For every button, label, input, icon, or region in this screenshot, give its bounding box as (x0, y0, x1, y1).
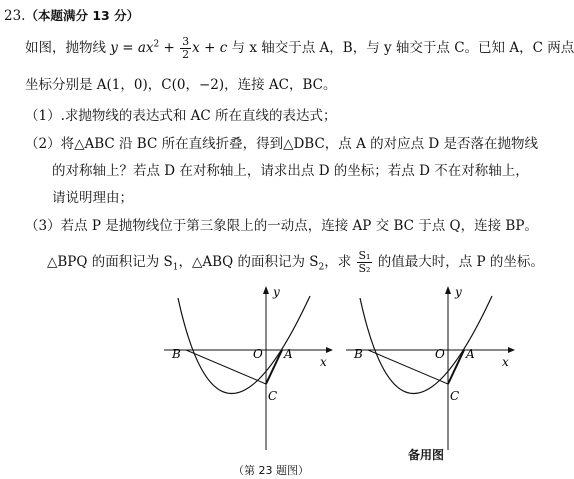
eq-y: y (110, 40, 118, 56)
label-b: B (172, 347, 181, 361)
q3-text-a: △BPQ 的面积记为 S (47, 254, 173, 270)
y-axis-arrow (263, 286, 269, 294)
question-3-line-1: （3）若点 P 是抛物线位于第三象限上的一动点，连接 AP 交 BC 于点 Q，连接 BP。 (25, 218, 538, 234)
segment-ac (266, 350, 282, 384)
parabola (178, 296, 310, 394)
eq-plus-2: + (199, 40, 220, 56)
eq-plus-1: + (159, 40, 180, 56)
intro-text-a: 如图，抛物线 (25, 40, 111, 56)
figure-spare (340, 282, 520, 452)
label-a: A (466, 347, 475, 361)
x-axis-arrow (326, 347, 333, 353)
eq-c: c (219, 40, 228, 56)
label-o: O (435, 347, 445, 361)
label-b: B (354, 347, 363, 361)
spare-figure-label: 备用图 (408, 448, 445, 462)
question-3-line-2 (47, 250, 544, 275)
q3-text-d: 的值最大时，点 P 的坐标。 (373, 254, 544, 270)
eq-x: x (192, 40, 200, 56)
question-2-line-3: 请说明理由； (52, 190, 133, 206)
label-o: O (253, 347, 263, 361)
question-2-line-2: 的对称轴上？若点 D 在对称轴上，请求出点 D 的坐标；若点 D 不在对称轴上， (52, 163, 529, 179)
eq-exponent: 2 (153, 39, 160, 50)
label-y: y (273, 285, 280, 299)
label-y: y (455, 285, 462, 299)
question-header (4, 6, 139, 24)
q3-sub-2: 2 (318, 262, 325, 273)
eq-frac-num: 3 (182, 35, 190, 48)
q3-fraction (357, 250, 373, 275)
intro-line-2: 坐标分别是 A(1，0)，C(0，−2)，连接 AC，BC。 (25, 77, 337, 93)
question-number: 23. (4, 8, 26, 24)
eq-fraction (180, 36, 191, 61)
x-axis-arrow (508, 347, 515, 353)
parabola (360, 296, 492, 394)
eq-equals: = (117, 40, 138, 56)
eq-ax: ax (137, 40, 154, 56)
figure-caption: （第 23 题图） (233, 464, 309, 477)
label-c: C (450, 389, 460, 403)
intro-line-1 (25, 36, 574, 61)
question-1: （1）.求抛物线的表达式和 AC 所在直线的表达式； (25, 108, 337, 124)
intro-text-b: 与 x 轴交于点 A，B，与 y 轴交于点 C。已知 A，C 两点 (227, 40, 574, 56)
q3-text-b: ，△ABQ 的面积记为 S (178, 254, 319, 270)
q3-frac-num: S₁ (358, 249, 371, 262)
y-axis-arrow (445, 286, 451, 294)
label-a: A (284, 347, 293, 361)
eq-frac-den: 2 (182, 48, 190, 61)
question-2-line-1: （2）将△ABC 沿 BC 所在直线折叠，得到△DBC，点 A 的对应点 D 是否落在抛物线 (25, 136, 539, 152)
q3-text-c: ，求 (324, 254, 356, 270)
figure-main (158, 282, 338, 452)
segment-ac (448, 350, 464, 384)
q3-frac-den: S₂ (358, 262, 371, 275)
label-x: x (320, 355, 327, 369)
label-c: C (268, 389, 278, 403)
label-x: x (502, 355, 509, 369)
q3-sub-1: 1 (172, 262, 179, 273)
question-score: （本题满分 13 分） (25, 8, 140, 23)
